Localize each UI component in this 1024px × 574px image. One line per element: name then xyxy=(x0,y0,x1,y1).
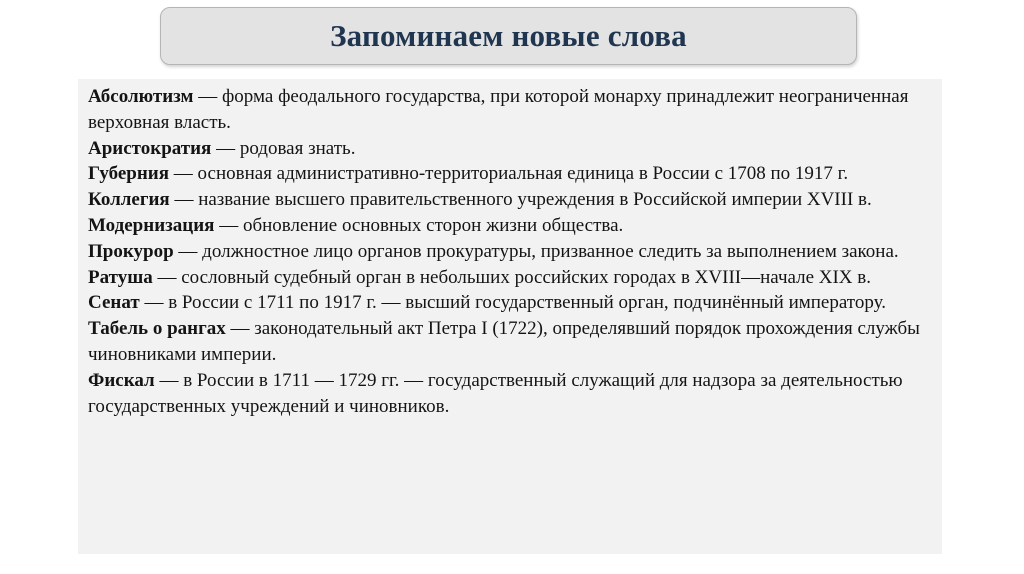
glossary-entry-absolutism xyxy=(88,84,932,136)
glossary-entry-guberniya xyxy=(88,161,932,187)
term-definition: — обновление основных сторон жизни общества. xyxy=(214,214,624,236)
term-definition: — законодательный акт Петра I (1722), определявший порядок прохождения службы чиновниками империи. xyxy=(88,318,920,365)
glossary-entry-prosecutor xyxy=(88,239,932,265)
term-definition: — должностное лицо органов прокуратуры, призванное следить за выполнением закона. xyxy=(173,240,899,262)
term-word: Сенат xyxy=(88,292,140,314)
term-definition: — название высшего правительственного учреждения в Российской империи XVIII в. xyxy=(169,189,872,211)
term-definition: — форма феодального государства, при которой монарху принадлежит неограниченная верховная власть. xyxy=(88,86,909,133)
term-definition: — родовая знать. xyxy=(211,137,356,159)
term-definition: — сословный судебный орган в небольших российских городах в XVIII—начале XIX в. xyxy=(152,266,872,288)
term-word: Табель о рангах xyxy=(88,318,226,340)
term-word: Абсолютизм xyxy=(88,86,194,107)
term-word: Губерния xyxy=(88,163,170,185)
term-word: Ратуша xyxy=(88,266,153,288)
term-definition: — в России в 1711 — 1729 гг. — государственный служащий для надзора за деятельностью государственных учреждений и чиновников. xyxy=(88,369,903,417)
glossary-entry-aristocracy xyxy=(88,136,932,162)
glossary-entry-table-of-ranks xyxy=(88,316,932,368)
term-word: Коллегия xyxy=(88,189,170,211)
glossary-entry-modernization xyxy=(88,213,932,239)
title-banner xyxy=(160,7,857,65)
term-word: Аристократия xyxy=(88,137,212,159)
glossary-panel xyxy=(78,79,942,554)
glossary-entry-senate xyxy=(88,290,932,316)
term-word: Модернизация xyxy=(88,214,215,236)
term-word: Фискал xyxy=(88,369,155,391)
term-definition: — в России с 1711 по 1917 г. — высший государственный орган, подчинённый императору. xyxy=(139,292,886,314)
page-title: Запоминаем новые слова xyxy=(330,18,687,53)
glossary-entry-fiscal xyxy=(88,368,932,420)
glossary-entry-ratusha xyxy=(88,265,932,291)
term-word: Прокурор xyxy=(88,240,174,262)
term-definition: — основная административно-территориальная единица в России с 1708 по 1917 г. xyxy=(169,163,849,185)
glossary-entry-collegium xyxy=(88,187,932,213)
